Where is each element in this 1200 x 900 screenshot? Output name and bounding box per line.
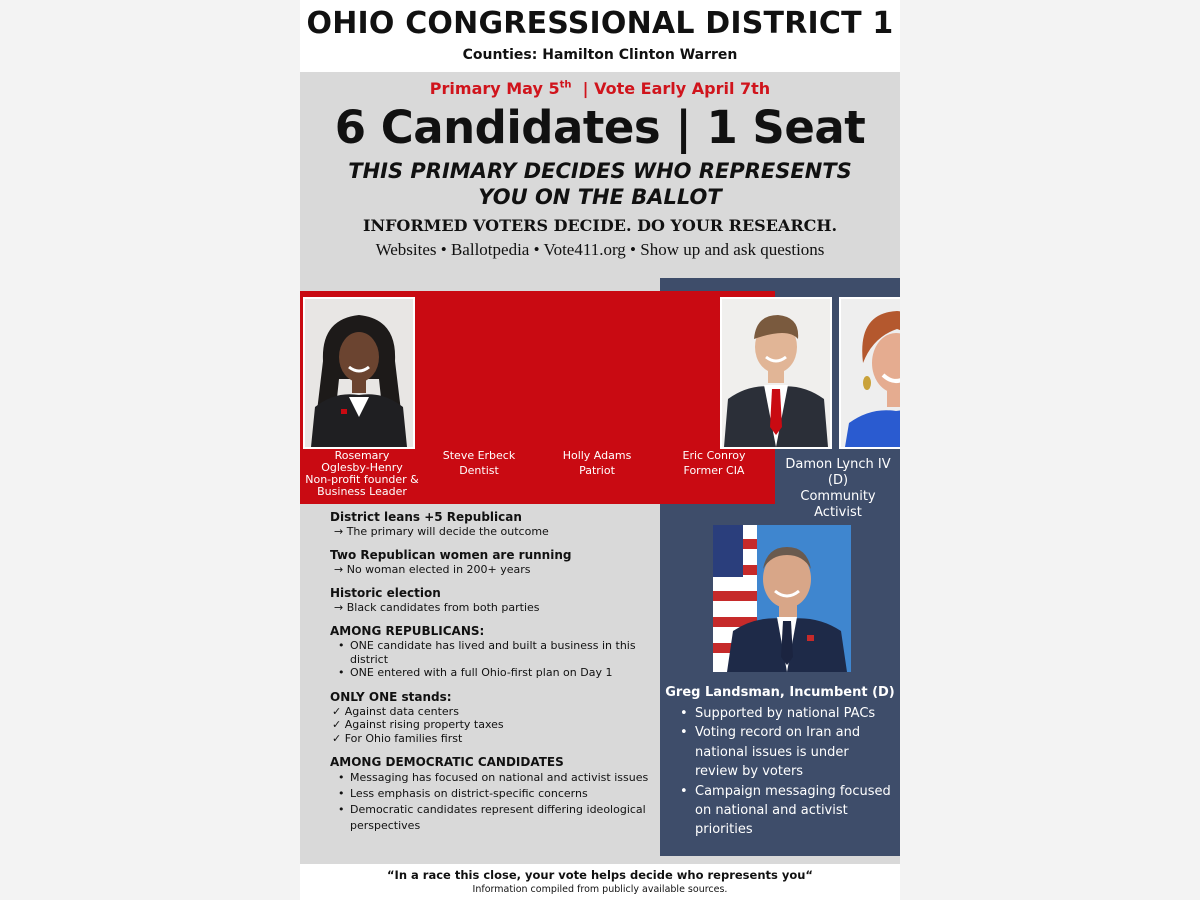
candidate-name: Damon Lynch IV (D) [785,457,891,488]
primary-date-line [300,79,900,98]
fact-among-democrats [330,755,650,834]
flyer-header [300,0,900,72]
fact-detail: → Black candidates from both parties [334,601,540,614]
candidate-role: Patriot [579,464,615,477]
candidate-name: Eric Conroy [682,449,746,462]
candidate-role: Business Leader [317,485,407,498]
district-title: OHIO CONGRESSIONAL DISTRICT 1 [306,6,894,41]
candidate-name: Holly Adams [562,449,632,462]
fact-check-item: ✓ For Ohio families first [332,731,463,745]
fact-heading: Two Republican women are running [330,548,572,562]
incumbent-photo [713,525,851,672]
flyer-footer [300,864,900,900]
fact-bullet: • Messaging has focused on national and activist issues [330,770,650,786]
fact-detail: → No woman elected in 200+ years [334,563,531,576]
key-facts [330,510,650,844]
candidate-label-holly [538,450,656,477]
fact-bullet-text: ONE candidate has lived and built a business in this [350,639,636,652]
incumbent-points [680,704,895,840]
subheadline-line-1: THIS PRIMARY DECIDES WHO REPRESENTS [348,159,852,183]
fact-check-item: ✓ Against data centers [332,704,459,718]
primary-date: Primary May 5 [429,79,560,98]
candidate-name: Oglesby-Henry [321,461,403,474]
footer-quote: “In a race this close, your vote helps decide who represents you“ [387,868,813,882]
fact-heading: AMONG DEMOCRATIC CANDIDATES [330,755,564,769]
subheadline-line-2: YOU ON THE BALLOT [478,185,722,209]
candidate-photo-steve [720,297,832,449]
candidate-role: Former CIA [683,464,745,477]
incumbent-name: Greg Landsman, Incumbent (D) [665,685,895,700]
subheadline [300,158,900,210]
fact-bullet-text: Democratic candidates represent differing ideological [350,803,646,816]
candidate-label-steve [420,450,538,477]
incumbent-point: • Supported by national PACs [680,704,895,723]
candidate-label-damon [776,457,900,521]
headline: 6 Candidates | 1 Seat [334,101,866,154]
candidate-role: Dentist [459,464,499,477]
counties-line: Counties: Hamilton Clinton Warren [462,47,738,63]
candidate-role: Non-profit founder & [305,473,419,486]
incumbent-point: • Voting record on Iran and national issues is under review by voters [680,723,895,781]
fact-bullet-text: perspectives [350,819,421,832]
research-resources: Websites • Ballotpedia • Vote411.org • Show up and ask questions [375,240,825,259]
source-note: Information compiled from publicly available sources. [472,884,728,895]
fact-heading: AMONG REPUBLICANS: [330,624,485,638]
fact-detail: → The primary will decide the outcome [334,525,549,538]
fact-heading: ONLY ONE stands: [330,689,452,704]
incumbent-point: • Campaign messaging focused on national and activist priorities [680,782,895,840]
candidate-name: Rosemary [334,449,390,462]
fact-bullet: • Less emphasis on district-specific concerns [330,786,650,802]
fact-heading: District leans +5 Republican [330,510,522,524]
campaign-flyer [300,0,900,900]
primary-date-suffix: th [559,79,572,91]
candidate-label-eric [656,450,772,477]
candidate-photo-holly [839,297,900,449]
fact-historic-election [330,586,650,614]
vote-early-date: | Vote Early April 7th [571,79,771,98]
fact-among-republicans [330,624,650,680]
fact-bullet [330,802,650,834]
fact-women-running [330,548,650,576]
fact-heading: Historic election [330,586,441,600]
fact-bullet [330,639,650,666]
candidate-photo-rosemary [303,297,415,449]
candidate-role: Community Activist [800,489,876,520]
candidate-name: Steve Erbeck [442,449,516,462]
fact-bullet: • ONE entered with a full Ohio-first plan on Day 1 [330,666,650,680]
fact-district-leans [330,510,650,538]
fact-check-item: ✓ Against rising property taxes [332,718,504,731]
fact-only-one-stands [330,690,650,746]
candidate-label-rosemary [302,450,422,498]
informed-voters-tagline: INFORMED VOTERS DECIDE. DO YOUR RESEARCH. [362,216,838,235]
fact-bullet-text: district [350,652,389,666]
